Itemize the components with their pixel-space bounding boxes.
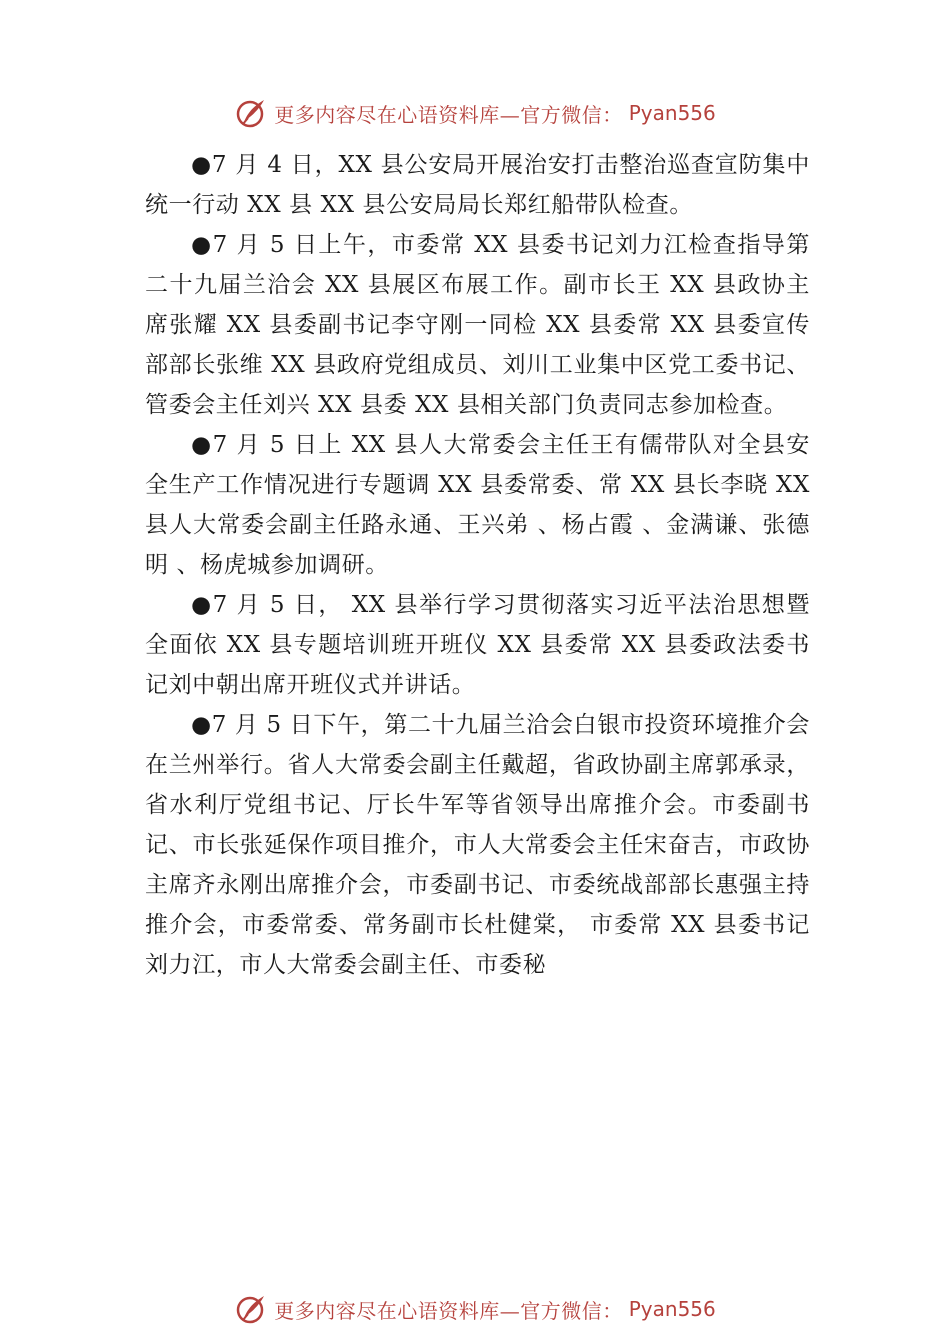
- footer-banner-text: 更多内容尽在心语资料库—官方微信：: [274, 1298, 623, 1323]
- paragraph-1: ●7 月 4 日，XX 县公安局开展治安打击整治巡查宣防集中统一行动 XX 县 XX 县公安局局长郑红船带队检查。: [145, 152, 810, 218]
- quill-logo-icon: [234, 96, 268, 130]
- paragraph-3: ●7 月 5 日上 XX 县人大常委会主任王有儒带队对全县安全生产工作情况进行专题调 XX 县委常委、常 XX 县长李晓 XX 县人大常委会副主任路永通、王兴弟 、杨占霞 、金满谦、张德明 、杨虎城参加调研。: [145, 432, 810, 578]
- paragraph-4: ●7 月 5 日， XX 县举行学习贯彻落实习近平法治思想暨全面依 XX 县专题培训班开班仪 XX 县委常 XX 县委政法委书记刘中朝出席开班仪式并讲话。: [145, 592, 810, 698]
- paragraph-5: ●7 月 5 日下午，第二十九届兰洽会白银市投资环境推介会在兰州举行。省人大常委会副主任戴超，省政协副主席郭承录，省水利厅党组书记、厅长牛军等省领导出席推介会。市委副书记、市长张延保作项目推介，市人大常委会主任宋奋吉，市政协主席齐永刚出席推介会，市委副书记、市委统战部部长惠强主持推介会，市委常委、常务副市长杜健棠， 市委常 XX 县委书记刘力江，市人大常委会副主任、市委秘: [145, 712, 810, 978]
- quill-logo-icon: [234, 1292, 268, 1326]
- document-body: [145, 145, 810, 985]
- header-wechat-id: Pyan556: [628, 101, 716, 125]
- paragraph-2: ●7 月 5 日上午，市委常 XX 县委书记刘力江检查指导第二十九届兰洽会 XX 县展区布展工作。副市长王 XX 县政协主席张耀 XX 县委副书记李守刚一同检 XX 县委常 XX 县委宣传部部长张维 XX 县政府党组成员、刘川工业集中区党工委书记、管委会主任刘兴 XX 县委 XX 县相关部门负责同志参加检查。: [145, 232, 810, 418]
- header-banner-text: 更多内容尽在心语资料库—官方微信：: [274, 102, 623, 127]
- footer-banner: [0, 1289, 950, 1329]
- header-banner: [0, 93, 950, 133]
- footer-wechat-id: Pyan556: [628, 1297, 716, 1321]
